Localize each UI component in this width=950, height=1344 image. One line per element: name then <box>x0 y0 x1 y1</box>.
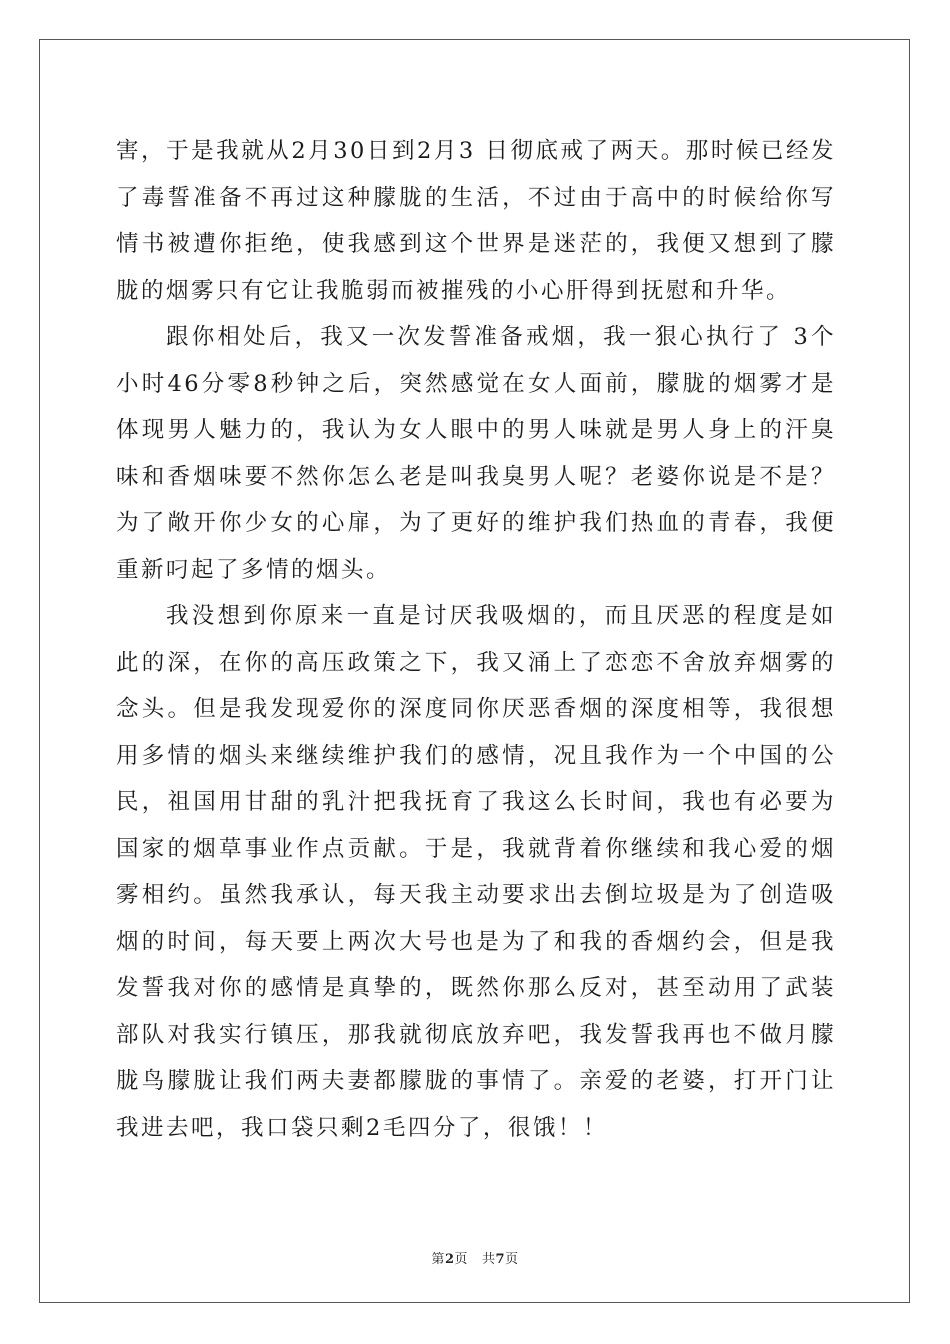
total-label-suffix: 页 <box>505 1252 519 1267</box>
current-page-number: 2 <box>444 1252 455 1267</box>
paragraph-3: 我没想到你原来一直是讨厌我吸烟的，而且厌恶的程度是如此的深，在你的高压政策之下，我又涌上了恋恋不舍放弃烟雾的念头。但是我发现爱你的深度同你厌恶香烟的深度相等，我很想用多情的烟头来继续维护我们的感情，况且我作为一个中国的公民，祖国用甘甜的乳汁把我抚育了我这么长时间，我也有必要为国家的烟草事业作点贡献。于是，我就背着你继续和我心爱的烟雾相约。虽然我承认，每天我主动要求出去倒垃圾是为了创造吸烟的时间，每天要上两次大号也是为了和我的香烟约会，但是我发誓我对你的感情是真挚的，既然你那么反对，甚至动用了武装部队对我实行镇压，那我就彻底放弃吧，我发誓我再也不做月朦胧鸟朦胧让我们两夫妻都朦胧的事情了。亲爱的老婆，打开门让我进去吧，我口袋只剩2毛四分了，很饿！！ <box>116 603 836 1141</box>
paragraph-2: 跟你相处后，我又一次发誓准备戒烟，我一狠心执行了 3个小时46分零8秒钟之后，突然感觉在女人面前，朦胧的烟雾才是体现男人魅力的，我认为女人眼中的男人味就是男人身上的汗臭味和香烟味要不然你怎么老是叫我臭男人呢？老婆你说是不是？为了敞开你少女的心扉，为了更好的维护我们热血的青春，我便重新叼起了多情的烟头。 <box>116 324 836 583</box>
total-label-prefix: 共 <box>482 1252 496 1267</box>
page-label-suffix: 页 <box>454 1252 468 1267</box>
paragraph-1: 害，于是我就从2月30日到2月3 日彻底戒了两天。那时候已经发了毒誓准备不再过这种朦胧的生活，不过由于高中的时候给你写情书被遭你拒绝，使我感到这个世界是迷茫的，我便又想到了朦胧的烟雾只有它让我脆弱而被摧残的小心肝得到抚慰和升华。 <box>116 138 836 304</box>
total-page-count: 7 <box>495 1252 506 1267</box>
page-label-prefix: 第 <box>431 1252 445 1267</box>
document-body <box>116 128 836 1151</box>
page-footer <box>0 1248 950 1267</box>
